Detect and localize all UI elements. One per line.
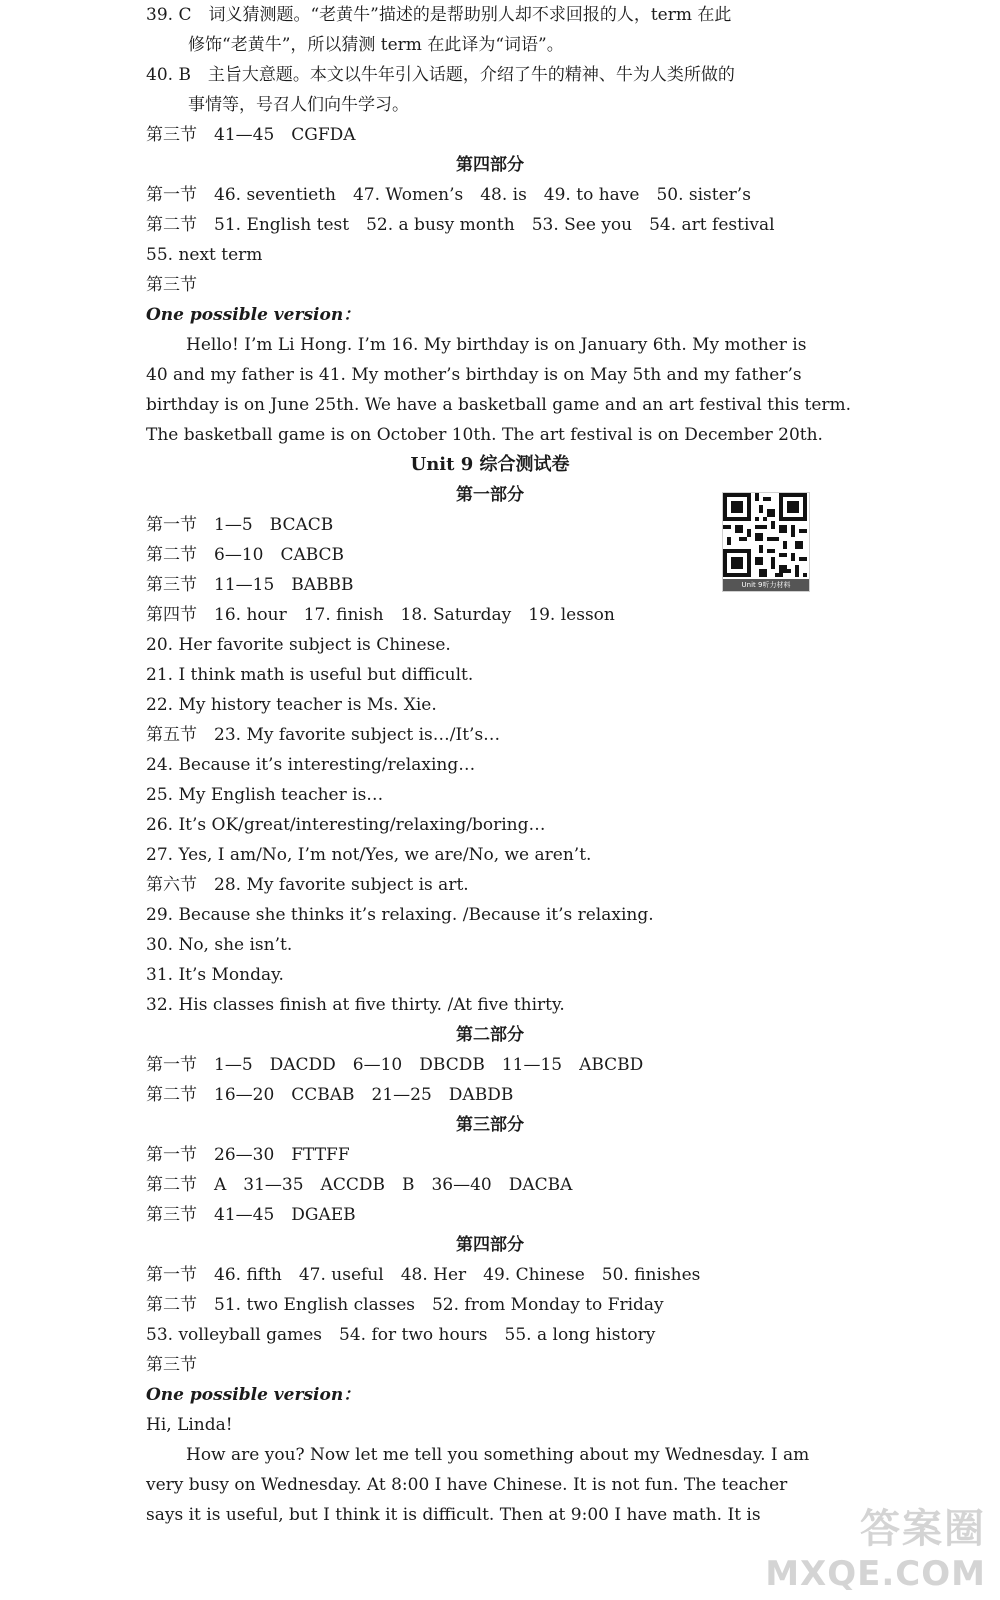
q40-line1: 40. B 主旨大意题。本文以牛年引入话题，介绍了牛的精神、牛为人类所做的 <box>146 65 735 85</box>
prev-essay-line: Hello! I’m Li Hong. I’m 16. My birthday is on January 6th. My mother is <box>186 335 807 355</box>
part2-line: 第一节 1—5 DACDD 6—10 DBCDB 11—15 ABCBD <box>146 1055 644 1075</box>
part3-heading: 第三部分 <box>456 1115 524 1135</box>
essay-line: says it is useful, but I think it is difficult. Then at 9:00 I have math. It is <box>146 1505 761 1525</box>
part1-line: 29. Because she thinks it’s relaxing. /Because it’s relaxing. <box>146 905 654 925</box>
part1-line: 第一节 1—5 BCACB <box>146 515 334 535</box>
part1-line: 31. It’s Monday. <box>146 965 284 985</box>
part1-line: 第五节 23. My favorite subject is…/It’s… <box>146 725 501 745</box>
watermark-en: MXQE.COM <box>765 1554 986 1594</box>
part4-line: 第三节 <box>146 1355 197 1375</box>
watermark-cn: 答案圈 <box>860 1506 986 1552</box>
version-label: One possible version： <box>146 1385 361 1405</box>
part1-line: 第四节 16. hour 17. finish 18. Saturday 19. lesson <box>146 605 615 625</box>
letter-greeting: Hi, Linda! <box>146 1415 233 1435</box>
qr-code[interactable] <box>722 492 810 592</box>
qr-code-label: Unit 9听力材料 <box>723 579 809 591</box>
prev-section3: 第三节 41—45 CGFDA <box>146 125 356 145</box>
part1-line: 第三节 11—15 BABBB <box>146 575 354 595</box>
qr-code-pattern <box>723 493 807 577</box>
prev-version-label: One possible version： <box>146 305 361 325</box>
part1-line: 21. I think math is useful but difficult. <box>146 665 474 685</box>
part1-heading: 第一部分 <box>456 485 524 505</box>
part3-line: 第一节 26—30 FTTFF <box>146 1145 350 1165</box>
part1-line: 20. Her favorite subject is Chinese. <box>146 635 451 655</box>
part1-line: 25. My English teacher is… <box>146 785 384 805</box>
prev-part4-heading: 第四部分 <box>456 155 524 175</box>
part2-line: 第二节 16—20 CCBAB 21—25 DABDB <box>146 1085 514 1105</box>
part1-line: 27. Yes, I am/No, I’m not/Yes, we are/No, we aren’t. <box>146 845 592 865</box>
q39-line2: 修饰“老黄牛”，所以猜测 term 在此译为“词语”。 <box>188 35 564 55</box>
prev-part4-section1: 第一节 46. seventieth 47. Women’s 48. is 49. to have 50. sister’s <box>146 185 751 205</box>
part4-line: 第一节 46. fifth 47. useful 48. Her 49. Chinese 50. finishes <box>146 1265 701 1285</box>
part3-line: 第三节 41—45 DGAEB <box>146 1205 356 1225</box>
part1-line: 24. Because it’s interesting/relaxing… <box>146 755 476 775</box>
prev-essay-line: The basketball game is on October 10th. The art festival is on December 20th. <box>146 425 823 445</box>
q39-line1: 39. C 词义猜测题。“老黄牛”描述的是帮助别人却不求回报的人，term 在此 <box>146 5 732 25</box>
part1-line: 30. No, she isn’t. <box>146 935 293 955</box>
essay-line: very busy on Wednesday. At 8:00 I have Chinese. It is not fun. The teacher <box>146 1475 788 1495</box>
prev-essay-line: birthday is on June 25th. We have a basketball game and an art festival this term. <box>146 395 852 415</box>
prev-part4-section2-cont: 55. next term <box>146 245 263 265</box>
watermark-logo <box>765 1497 986 1594</box>
prev-essay-line: 40 and my father is 41. My mother’s birthday is on May 5th and my father’s <box>146 365 802 385</box>
essay-line: How are you? Now let me tell you something about my Wednesday. I am <box>186 1445 810 1465</box>
prev-part4-section2: 第二节 51. English test 52. a busy month 53. See you 54. art festival <box>146 215 775 235</box>
part1-line: 22. My history teacher is Ms. Xie. <box>146 695 437 715</box>
prev-part4-section3: 第三节 <box>146 275 197 295</box>
part4-line: 第二节 51. two English classes 52. from Monday to Friday <box>146 1295 664 1315</box>
part2-heading: 第二部分 <box>456 1025 524 1045</box>
part4-heading: 第四部分 <box>456 1235 524 1255</box>
unit-title: Unit 9 综合测试卷 <box>410 454 570 475</box>
part1-line: 第六节 28. My favorite subject is art. <box>146 875 469 895</box>
part1-line: 26. It’s OK/great/interesting/relaxing/boring… <box>146 815 546 835</box>
q40-line2: 事情等，号召人们向牛学习。 <box>188 95 409 115</box>
part3-line: 第二节 A 31—35 ACCDB B 36—40 DACBA <box>146 1175 573 1195</box>
part1-line: 32. His classes finish at five thirty. /At five thirty. <box>146 995 565 1015</box>
part4-line: 53. volleyball games 54. for two hours 55. a long history <box>146 1325 656 1345</box>
part1-line: 第二节 6—10 CABCB <box>146 545 345 565</box>
